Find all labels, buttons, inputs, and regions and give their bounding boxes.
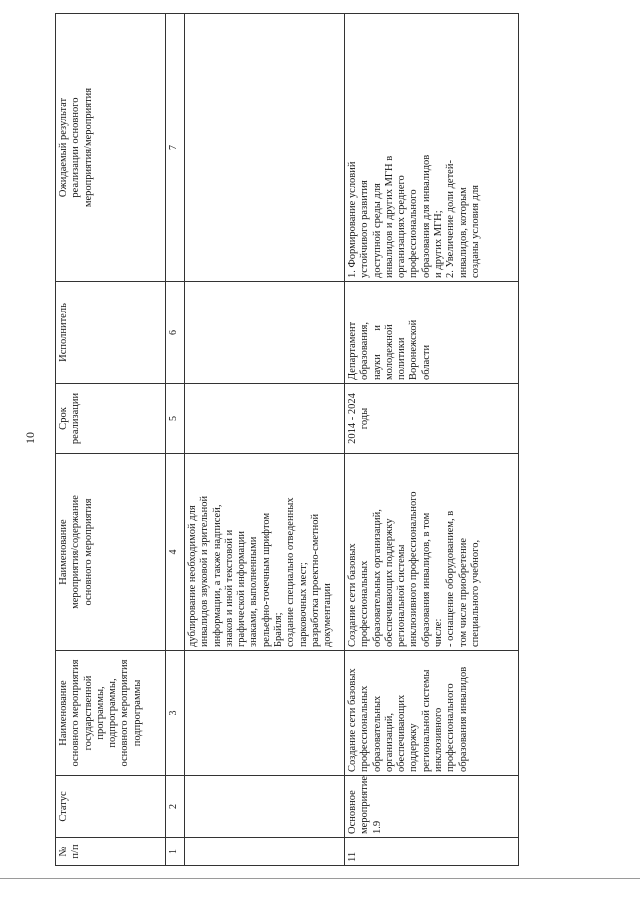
column-number: 5 [166,384,185,454]
measures-table [55,13,519,866]
cell-measure-content: дублирование необходимой для инвалидов звуковой и зрительной информации, а также надписей, знаков и иной текстовой и графической информации знаками, выполненными рельефно-точечным шрифтом Брайля; создание специально отведенных парковочных мест; разработка проектно-сметной документации [185,454,345,651]
cell-measure-content: Создание сети базовых профессиональных образовательных организаций, обеспечивающих поддержку региональной системы инклюзивного профессионального образования инвалидов, в том числе: - оснащение оборудованием, в том числе приобретение специального учебного, [345,454,519,651]
cell-executor: Департамент образования, науки и молодежной политики Воронежской области [345,282,519,384]
column-number: 7 [166,14,185,282]
cell-status [185,776,345,838]
cell-expected-result [185,14,345,282]
cell-executor [185,282,345,384]
cell-number [185,838,345,866]
page-number: 10 [23,432,37,444]
column-number: 3 [166,651,185,776]
header-cell-measure-content: Наименование мероприятия/содержание основного мероприятия [56,454,166,651]
column-number: 6 [166,282,185,384]
cell-period: 2014 - 2024 годы [345,384,519,454]
column-number: 2 [166,776,185,838]
header-row [56,14,166,866]
scan-edge-divider [0,878,640,879]
header-cell-expected-result: Ожидаемый результат реализации основного мероприятия/мероприятия [56,14,166,282]
cell-main-measure [185,651,345,776]
header-cell-period: Срок реализации [56,384,166,454]
table-row [345,14,519,866]
cell-main-measure: Создание сети базовых профессиональных образовательных организаций, обеспечивающих поддержку региональной системы инклюзивного профессионального образования инвалидов [345,651,519,776]
header-cell-status: Статус [56,776,166,838]
header-cell-executor: Исполнитель [56,282,166,384]
cell-expected-result: 1. Формирование условий устойчивого развития доступной среды для инвалидов и других МГН в организациях среднего профессионального образования для инвалидов и других МГН; 2. Увеличение доли детей- инвалидов, которым созданы условия для [345,14,519,282]
header-cell-main-measure: Наименование основного мероприятия государственной программы, подпрограммы, основного мероприятия подпрограммы [56,651,166,776]
column-number-row [166,14,185,866]
column-number: 1 [166,838,185,866]
rotated-page [55,14,519,866]
header-cell-number: № п/п [56,838,166,866]
cell-period [185,384,345,454]
column-number: 4 [166,454,185,651]
cell-status: Основное мероприятие 1.9 [345,776,519,838]
cell-number: 11 [345,838,519,866]
table-row [185,14,345,866]
